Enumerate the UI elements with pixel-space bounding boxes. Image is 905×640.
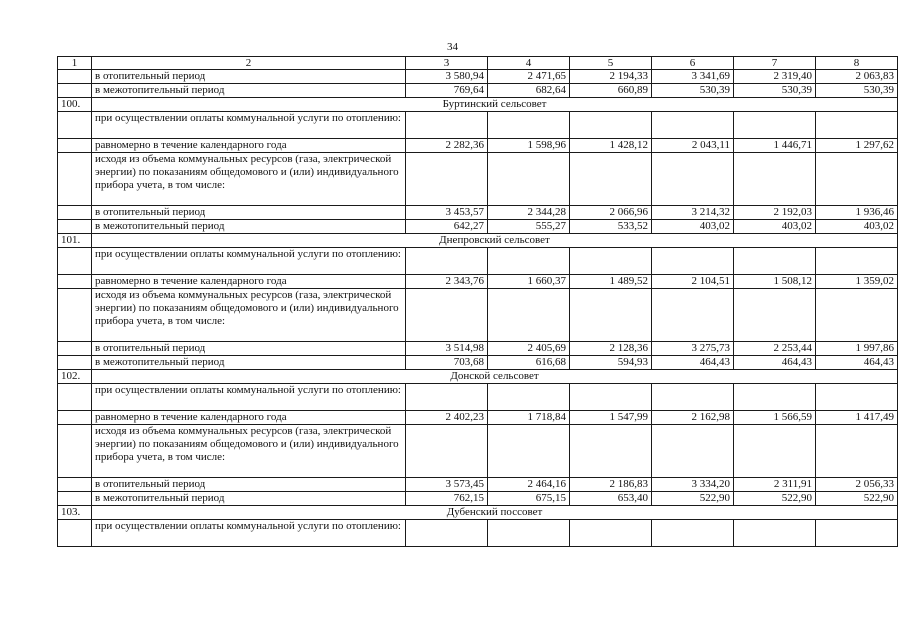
value-cell-col-4: 2 405,69 [488,342,570,356]
value-cell-col-5 [570,425,652,478]
value-cell-col-5: 660,89 [570,84,652,98]
value-cell-col-6: 530,39 [652,84,734,98]
header-cell-col-7: 7 [734,57,816,70]
value-cell-col-7: 2 319,40 [734,70,816,84]
value-cell-col-4: 2 344,28 [488,206,570,220]
value-cell-col-8: 403,02 [816,220,898,234]
header-cell-col-4: 4 [488,57,570,70]
value-cell-col-7: 2 253,44 [734,342,816,356]
value-cell-col-8: 1 997,86 [816,342,898,356]
value-cell-col-7 [734,384,816,411]
value-cell-col-3: 3 514,98 [406,342,488,356]
value-cell-col-5 [570,520,652,547]
value-cell-col-8 [816,425,898,478]
header-cell-col-3: 3 [406,57,488,70]
index-cell [58,289,92,342]
header-cell-col-8: 8 [816,57,898,70]
value-cell-col-5 [570,153,652,206]
value-cell-col-5: 2 128,36 [570,342,652,356]
index-cell [58,384,92,411]
row-label: равномерно в течение календарного года [92,411,406,425]
header-cell-col-5: 5 [570,57,652,70]
data-row [58,206,898,220]
value-cell-col-7: 522,90 [734,492,816,506]
value-cell-col-3 [406,425,488,478]
value-cell-col-4: 1 660,37 [488,275,570,289]
row-label: в отопительный период [92,342,406,356]
text-row [58,153,898,206]
section-index: 102. [58,370,92,384]
value-cell-col-5: 1 428,12 [570,139,652,153]
row-label: исходя из объема коммунальных ресурсов (газа, электрической энергии) по показаниям общедомового и (или) индивидуального прибора учета, в том числе: [92,153,406,206]
row-label: в отопительный период [92,206,406,220]
value-cell-col-7 [734,289,816,342]
value-cell-col-3: 769,64 [406,84,488,98]
value-cell-col-4: 616,68 [488,356,570,370]
row-label: при осуществлении оплаты коммунальной услуги по отоплению: [92,248,406,275]
value-cell-col-3 [406,289,488,342]
value-cell-col-7 [734,153,816,206]
value-cell-col-8 [816,248,898,275]
index-cell [58,139,92,153]
value-cell-col-4 [488,112,570,139]
section-row [58,506,898,520]
row-label: в межотопительный период [92,492,406,506]
value-cell-col-3 [406,153,488,206]
value-cell-col-5 [570,248,652,275]
value-cell-col-4: 555,27 [488,220,570,234]
value-cell-col-6: 3 341,69 [652,70,734,84]
value-cell-col-6: 3 275,73 [652,342,734,356]
row-label: исходя из объема коммунальных ресурсов (газа, электрической энергии) по показаниям общедомового и (или) индивидуального прибора учета, в том числе: [92,425,406,478]
row-label: в межотопительный период [92,220,406,234]
value-cell-col-6: 464,43 [652,356,734,370]
value-cell-col-3 [406,384,488,411]
value-cell-col-8 [816,520,898,547]
value-cell-col-6 [652,289,734,342]
table-body [58,57,898,547]
index-cell [58,520,92,547]
value-cell-col-5 [570,384,652,411]
value-cell-col-8: 464,43 [816,356,898,370]
text-row [58,112,898,139]
value-cell-col-3: 2 402,23 [406,411,488,425]
index-cell [58,425,92,478]
value-cell-col-5: 594,93 [570,356,652,370]
value-cell-col-4: 1 598,96 [488,139,570,153]
header-cell-col-2: 2 [92,57,406,70]
value-cell-col-7 [734,248,816,275]
text-row [58,425,898,478]
value-cell-col-5: 653,40 [570,492,652,506]
row-label: в межотопительный период [92,84,406,98]
index-cell [58,478,92,492]
value-cell-col-6: 522,90 [652,492,734,506]
section-index: 103. [58,506,92,520]
value-cell-col-6 [652,425,734,478]
value-cell-col-8: 530,39 [816,84,898,98]
value-cell-col-8: 2 056,33 [816,478,898,492]
value-cell-col-8: 1 936,46 [816,206,898,220]
value-cell-col-5 [570,289,652,342]
value-cell-col-4 [488,520,570,547]
section-row [58,370,898,384]
value-cell-col-3: 2 343,76 [406,275,488,289]
section-title: Донской сельсовет [92,370,898,384]
value-cell-col-6: 2 104,51 [652,275,734,289]
data-row [58,478,898,492]
data-row [58,492,898,506]
value-cell-col-3: 703,68 [406,356,488,370]
row-label: при осуществлении оплаты коммунальной услуги по отоплению: [92,112,406,139]
value-cell-col-6 [652,248,734,275]
value-cell-col-7: 1 508,12 [734,275,816,289]
value-cell-col-4: 682,64 [488,84,570,98]
value-cell-col-3 [406,112,488,139]
value-cell-col-5 [570,112,652,139]
value-cell-col-8: 1 297,62 [816,139,898,153]
index-cell [58,112,92,139]
row-label: исходя из объема коммунальных ресурсов (газа, электрической энергии) по показаниям общедомового и (или) индивидуального прибора учета, в том числе: [92,289,406,342]
data-row [58,342,898,356]
value-cell-col-6 [652,384,734,411]
row-label: равномерно в течение календарного года [92,275,406,289]
value-cell-col-3: 3 453,57 [406,206,488,220]
row-label: в отопительный период [92,478,406,492]
value-cell-col-7: 1 446,71 [734,139,816,153]
value-cell-col-5: 1 547,99 [570,411,652,425]
value-cell-col-4 [488,289,570,342]
value-cell-col-4: 1 718,84 [488,411,570,425]
data-row [58,84,898,98]
data-row [58,70,898,84]
value-cell-col-5: 2 186,83 [570,478,652,492]
value-cell-col-6: 2 162,98 [652,411,734,425]
value-cell-col-5: 2 066,96 [570,206,652,220]
row-label: равномерно в течение календарного года [92,139,406,153]
value-cell-col-4: 675,15 [488,492,570,506]
row-label: в межотопительный период [92,356,406,370]
value-cell-col-8: 522,90 [816,492,898,506]
section-row [58,234,898,248]
row-label: в отопительный период [92,70,406,84]
value-cell-col-5: 2 194,33 [570,70,652,84]
value-cell-col-3: 3 580,94 [406,70,488,84]
data-row [58,139,898,153]
value-cell-col-5: 533,52 [570,220,652,234]
text-row [58,384,898,411]
value-cell-col-8 [816,384,898,411]
value-cell-col-7 [734,520,816,547]
header-row [58,57,898,70]
value-cell-col-4 [488,425,570,478]
value-cell-col-3 [406,248,488,275]
data-row [58,411,898,425]
row-label: при осуществлении оплаты коммунальной услуги по отоплению: [92,384,406,411]
tariff-table [57,56,898,547]
value-cell-col-7: 2 192,03 [734,206,816,220]
value-cell-col-4: 2 464,16 [488,478,570,492]
value-cell-col-8: 2 063,83 [816,70,898,84]
value-cell-col-6: 3 334,20 [652,478,734,492]
index-cell [58,492,92,506]
value-cell-col-6: 403,02 [652,220,734,234]
value-cell-col-3: 3 573,45 [406,478,488,492]
value-cell-col-3: 2 282,36 [406,139,488,153]
value-cell-col-3: 762,15 [406,492,488,506]
data-row [58,275,898,289]
value-cell-col-3 [406,520,488,547]
header-cell-col-1: 1 [58,57,92,70]
index-cell [58,248,92,275]
text-row [58,248,898,275]
index-cell [58,220,92,234]
index-cell [58,356,92,370]
index-cell [58,153,92,206]
value-cell-col-3: 642,27 [406,220,488,234]
value-cell-col-8 [816,289,898,342]
value-cell-col-6 [652,520,734,547]
value-cell-col-7 [734,425,816,478]
index-cell [58,84,92,98]
value-cell-col-7: 530,39 [734,84,816,98]
row-label: при осуществлении оплаты коммунальной услуги по отоплению: [92,520,406,547]
section-index: 100. [58,98,92,112]
value-cell-col-4 [488,153,570,206]
section-index: 101. [58,234,92,248]
value-cell-col-7: 403,02 [734,220,816,234]
index-cell [58,411,92,425]
index-cell [58,206,92,220]
section-title: Дубенский поссовет [92,506,898,520]
data-row [58,220,898,234]
value-cell-col-7: 464,43 [734,356,816,370]
value-cell-col-6: 2 043,11 [652,139,734,153]
value-cell-col-7: 2 311,91 [734,478,816,492]
index-cell [58,275,92,289]
value-cell-col-8: 1 359,02 [816,275,898,289]
value-cell-col-6 [652,153,734,206]
page-number: 34 [447,41,458,53]
value-cell-col-4 [488,384,570,411]
value-cell-col-6 [652,112,734,139]
value-cell-col-5: 1 489,52 [570,275,652,289]
value-cell-col-8 [816,153,898,206]
index-cell [58,342,92,356]
text-row [58,520,898,547]
index-cell [58,70,92,84]
section-title: Днепровский сельсовет [92,234,898,248]
value-cell-col-7 [734,112,816,139]
text-row [58,289,898,342]
value-cell-col-4: 2 471,65 [488,70,570,84]
value-cell-col-4 [488,248,570,275]
header-cell-col-6: 6 [652,57,734,70]
value-cell-col-8 [816,112,898,139]
section-title: Буртинский сельсовет [92,98,898,112]
value-cell-col-7: 1 566,59 [734,411,816,425]
section-row [58,98,898,112]
value-cell-col-8: 1 417,49 [816,411,898,425]
data-row [58,356,898,370]
value-cell-col-6: 3 214,32 [652,206,734,220]
